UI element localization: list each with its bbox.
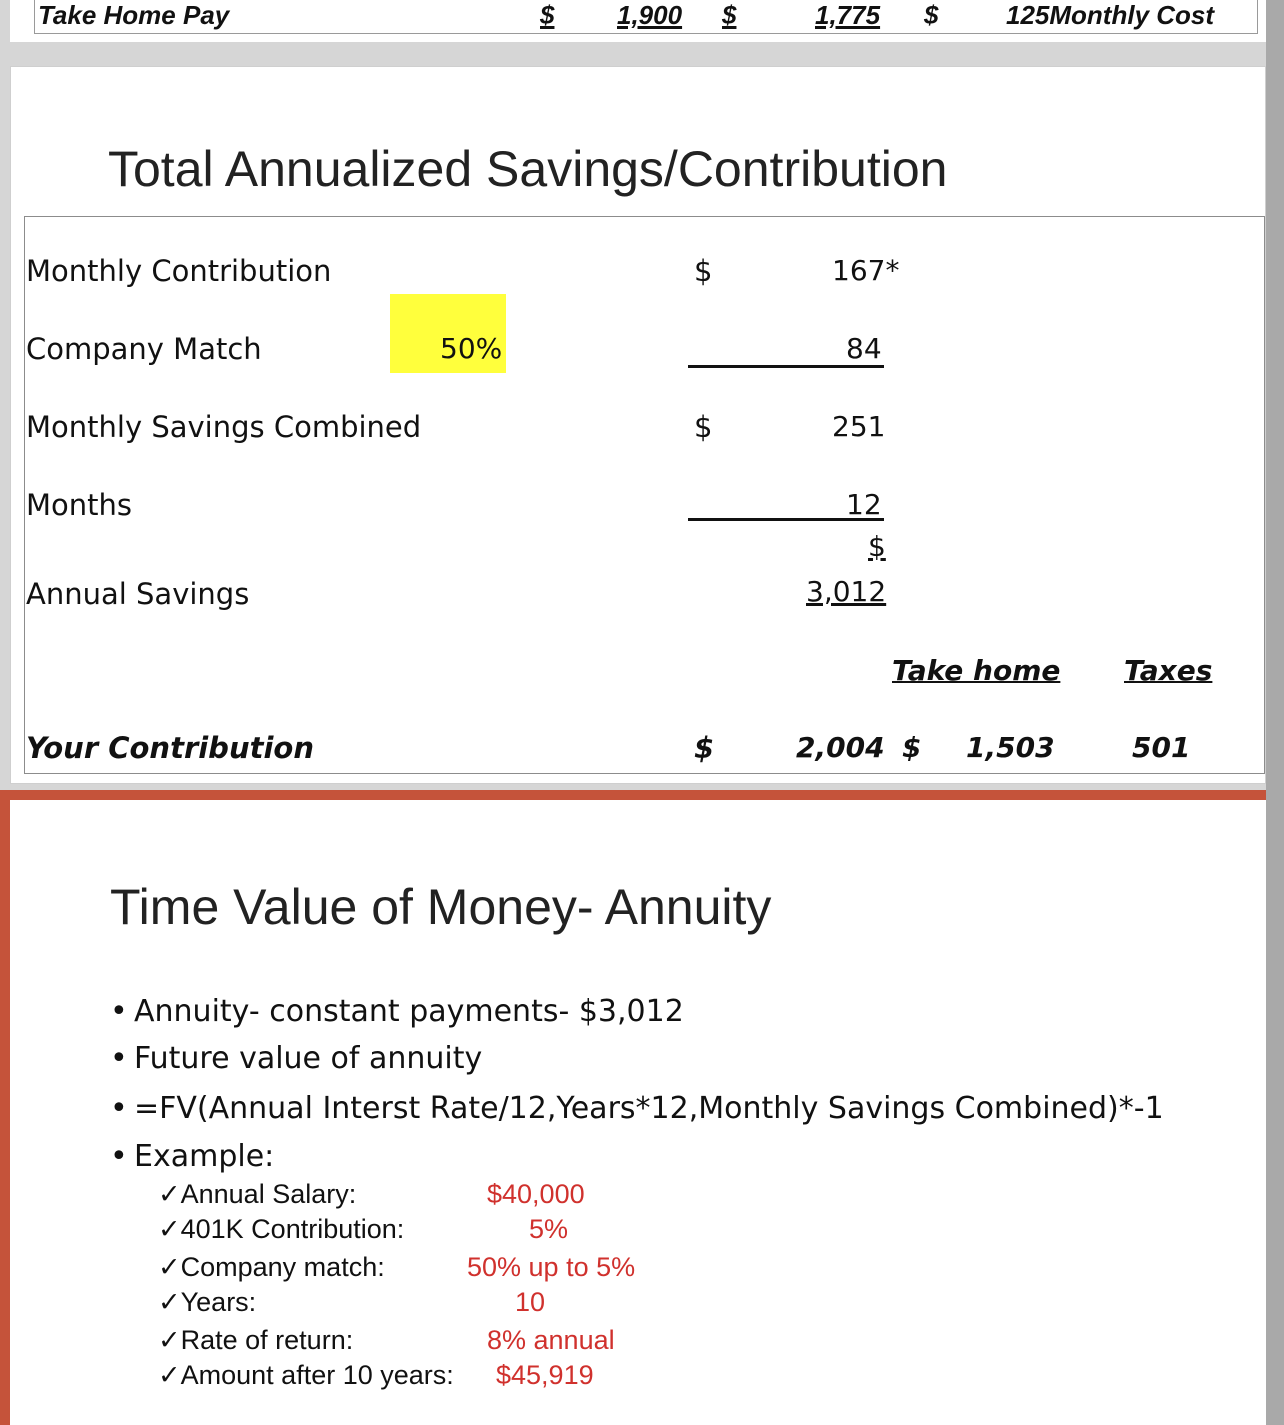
example-value: 5% — [529, 1214, 569, 1244]
your-contribution-value: 2,004 — [796, 731, 885, 764]
slide-panel-edge — [1266, 0, 1284, 1425]
taxes-header: Taxes — [1124, 654, 1213, 687]
monthly-savings-combined-label: Monthly Savings Combined — [26, 410, 422, 444]
example-item: ✓Company match: — [158, 1252, 385, 1282]
dollar-sign: $ — [694, 410, 713, 444]
bullet-item: • Future value of annuity — [110, 1041, 483, 1076]
dollar-sign: $ — [694, 731, 715, 765]
bullet-icon: • — [110, 1139, 128, 1174]
example-item: ✓Amount after 10 years: — [158, 1360, 454, 1390]
savings-table — [24, 216, 1265, 774]
example-item: ✓Years: — [158, 1287, 257, 1317]
check-icon: ✓ — [158, 1179, 181, 1209]
take-home-pay-label: Take Home Pay — [38, 0, 230, 30]
dollar-sign: $ — [694, 254, 713, 288]
company-match-rate: 50% — [440, 332, 503, 365]
example-value: 50% up to 5% — [467, 1252, 636, 1282]
dollar-sign: $ — [924, 0, 939, 30]
bullet-icon: • — [110, 994, 128, 1029]
dollar-sign: $ — [540, 0, 555, 30]
take-home-pay-value-2: 1,775 — [815, 0, 881, 30]
example-item: ✓Annual Salary: — [158, 1179, 357, 1209]
bullet-icon: • — [110, 1091, 128, 1126]
dollar-sign: $ — [722, 0, 737, 30]
monthly-contribution-label: Monthly Contribution — [26, 254, 332, 288]
example-value: 8% annual — [487, 1325, 615, 1355]
annual-savings-value: 3,012 — [806, 575, 887, 608]
underline-rule — [688, 365, 884, 368]
company-match-value: 84 — [846, 332, 882, 365]
example-value: $40,000 — [487, 1179, 585, 1209]
check-icon: ✓ — [158, 1214, 181, 1244]
check-icon: ✓ — [158, 1360, 181, 1390]
monthly-savings-combined-value: 251 — [832, 410, 886, 443]
example-value: 10 — [515, 1287, 546, 1317]
company-match-label: Company Match — [26, 332, 262, 366]
bullet-item: • Annuity- constant payments- $3,012 — [110, 994, 684, 1029]
check-icon: ✓ — [158, 1252, 181, 1282]
months-label: Months — [26, 488, 133, 522]
slide-title: Time Value of Money- Annuity — [110, 879, 772, 935]
example-value: $45,919 — [496, 1360, 594, 1390]
example-item: ✓401K Contribution: — [158, 1214, 405, 1244]
check-icon: ✓ — [158, 1287, 181, 1317]
monthly-contribution-value: 167* — [832, 254, 900, 287]
bullet-icon: • — [110, 1041, 128, 1076]
annual-savings-label: Annual Savings — [26, 577, 250, 611]
taxes-value: 501 — [1132, 731, 1191, 764]
take-home-pay-value-1: 1,900 — [617, 0, 683, 30]
example-item: ✓Rate of return: — [158, 1325, 354, 1355]
dollar-sign: $ — [868, 530, 886, 563]
take-home-value: 1,503 — [966, 731, 1055, 764]
monthly-cost-value: 125Monthly Cost — [1006, 0, 1215, 30]
bullet-item: • =FV(Annual Interst Rate/12,Years*12,Monthly Savings Combined)*-1 — [110, 1091, 1164, 1126]
slide-title: Total Annualized Savings/Contribution — [108, 141, 948, 197]
take-home-header: Take home — [892, 654, 1061, 687]
check-icon: ✓ — [158, 1325, 181, 1355]
bullet-item: • Example: — [110, 1139, 275, 1174]
your-contribution-label: Your Contribution — [26, 731, 314, 765]
dollar-sign: $ — [902, 731, 922, 764]
months-value: 12 — [846, 488, 882, 521]
